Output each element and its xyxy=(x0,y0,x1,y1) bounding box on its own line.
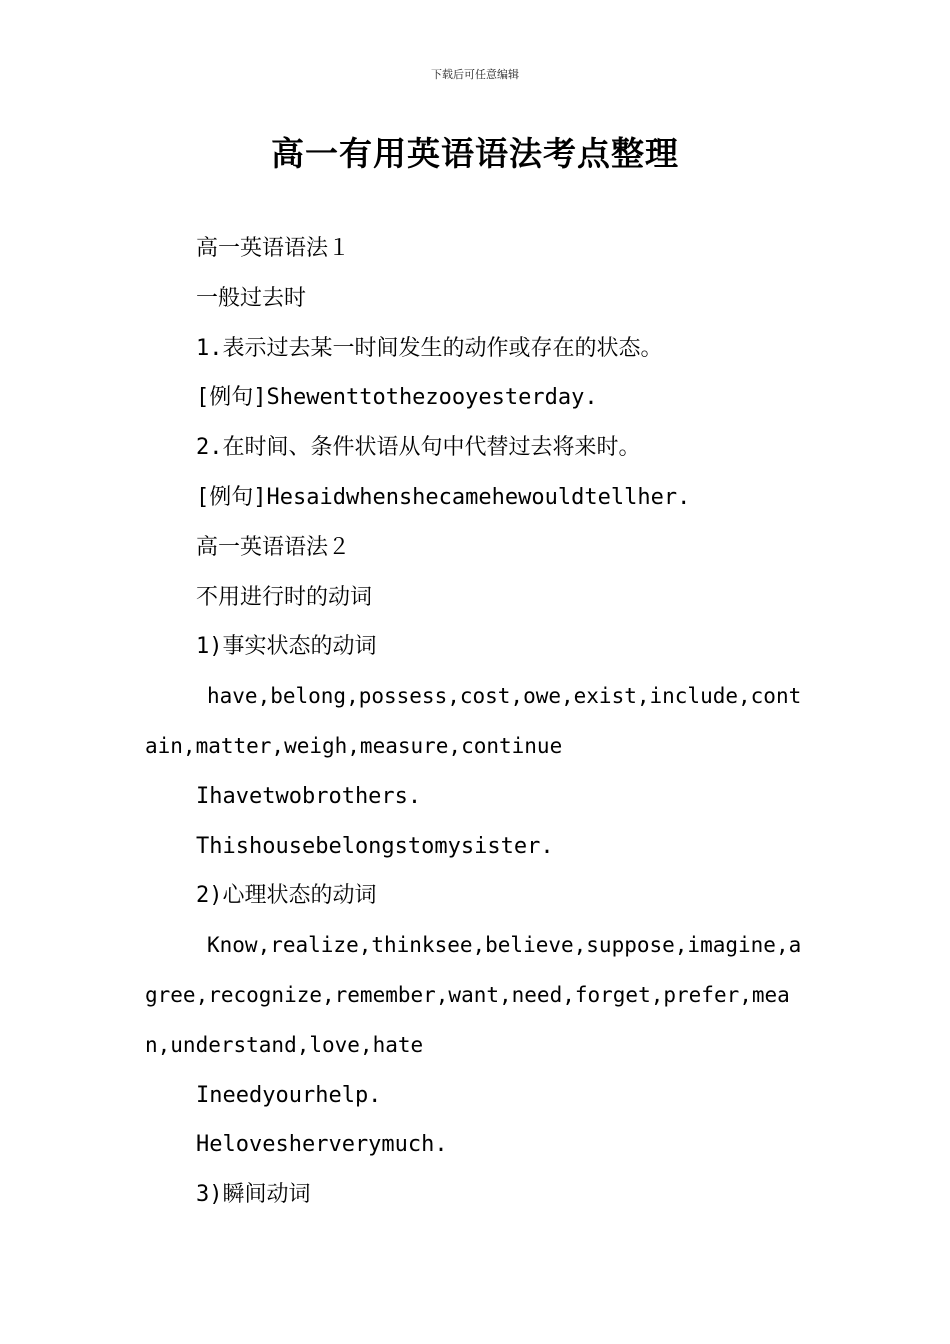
example-sentence: Ihavetwobrothers. xyxy=(196,783,422,809)
subtopic-heading: 1)事实状态的动词 xyxy=(196,634,377,660)
verb-list-continued: ain,matter,weigh,measure,continue xyxy=(145,733,563,758)
document-title: 高一有用英语语法考点整理 xyxy=(271,134,679,173)
paragraph: 2.在时间、条件状语从句中代替过去将来时。 xyxy=(196,435,641,461)
subtopic-heading: 2)心理状态的动词 xyxy=(196,883,377,909)
example-sentence: Thishousebelongstomysister. xyxy=(196,833,554,859)
verb-list-continued: gree,recognize,remember,want,need,forget,prefer,mea xyxy=(145,982,790,1007)
verb-list-continued: n,understand,love,hate xyxy=(145,1032,424,1057)
topic-heading: 不用进行时的动词 xyxy=(196,584,373,610)
section-heading: 高一英语语法１ xyxy=(196,236,351,261)
example-sentence: [例句]Shewenttothezooyesterday. xyxy=(196,385,598,411)
verb-list: Know,realize,thinksee,believe,suppose,imagine,a xyxy=(207,933,802,958)
header-note: 下载后可任意编辑 xyxy=(431,68,519,81)
topic-heading: 一般过去时 xyxy=(196,285,307,311)
subtopic-heading: 3)瞬间动词 xyxy=(196,1182,311,1208)
document-body xyxy=(145,224,810,1220)
paragraph: 1.表示过去某一时间发生的动作或存在的状态。 xyxy=(196,335,663,361)
verb-list: have,belong,possess,cost,owe,exist,include,cont xyxy=(207,684,802,709)
example-sentence: Helovesherverymuch. xyxy=(196,1132,448,1158)
example-sentence: [例句]Hesaidwhenshecamehewouldtellher. xyxy=(196,484,691,510)
example-sentence: Ineedyourhelp. xyxy=(196,1082,382,1108)
section-heading: 高一英语语法２ xyxy=(196,534,351,560)
